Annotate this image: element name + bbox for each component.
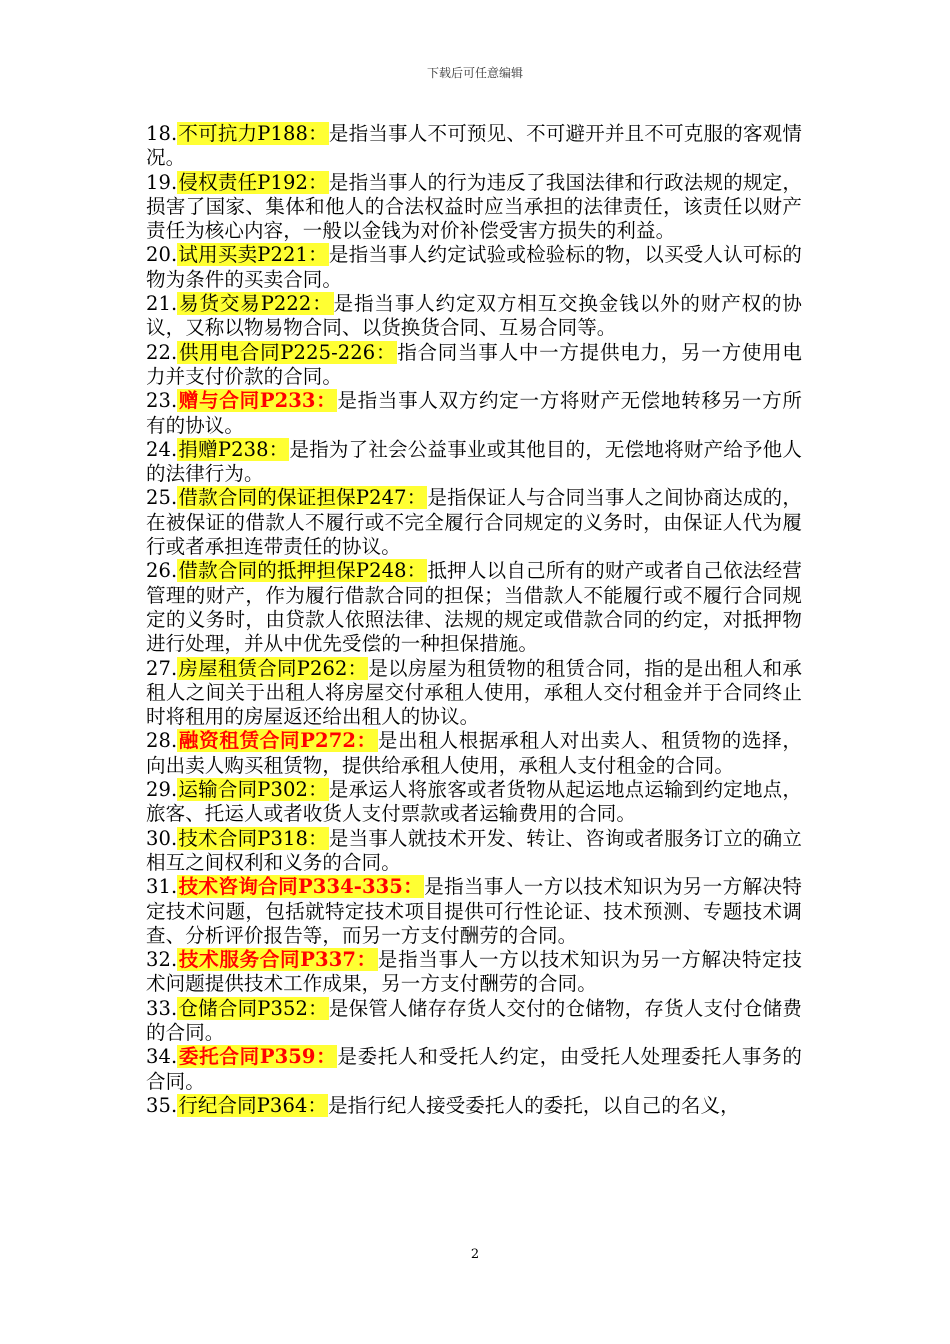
entry-number: 31. (146, 875, 178, 899)
definition-entry (146, 1094, 802, 1118)
definition-entry (146, 997, 802, 1046)
definition-entry (146, 438, 802, 487)
term-definition: 指合同当事人中一方提供电力，另一方使用电力并支付价款的合同。 (146, 340, 802, 388)
term-definition: 是保管人储存存货人交付的仓储物，存货人支付仓储费的合同。 (146, 996, 802, 1044)
entry-number: 26. (146, 559, 178, 583)
entry-number: 29. (146, 778, 178, 802)
highlighted-term: 捐赠P238： (178, 437, 289, 461)
definition-entry (146, 729, 802, 778)
definition-entry (146, 171, 802, 244)
highlighted-term: 委托合同P359： (178, 1045, 337, 1069)
definition-entry (146, 243, 802, 292)
entry-number: 21. (146, 292, 178, 316)
highlighted-term: 供用电合同P225-226： (178, 340, 397, 364)
term-definition: 是指当事人约定双方相互交换金钱以外的财产权的协议，又称以物易物合同、以货换货合同、互易合同等。 (146, 292, 802, 340)
entry-number: 27. (146, 656, 178, 680)
definition-entry (146, 1045, 802, 1094)
term-definition: 是指当事人一方以技术知识为另一方解决特定技术问题，包括就特定技术项目提供可行性论证、技术预测、专题技术调查、分析评价报告等，而另一方支付酬劳的合同。 (146, 875, 802, 947)
term-definition: 是出租人根据承租人对出卖人、租赁物的选择，向出卖人购买租赁物，提供给承租人使用，承租人支付租金的合同。 (146, 729, 802, 777)
entry-number: 19. (146, 170, 178, 194)
entry-number: 20. (146, 243, 178, 267)
highlighted-term: 试用买卖P221： (178, 243, 328, 267)
highlighted-term: 融资租赁合同P272： (178, 729, 377, 753)
term-definition: 是指当事人约定试验或检验标的物，以买受人认可标的物为条件的买卖合同。 (146, 243, 802, 291)
definition-entry (146, 341, 802, 390)
highlighted-term: 不可抗力P188： (178, 122, 328, 145)
highlighted-term: 行纪合同P364： (178, 1093, 328, 1117)
definition-entry (146, 292, 802, 341)
entry-number: 23. (146, 389, 178, 413)
term-definition: 是指当事人的行为违反了我国法律和行政法规的规定，损害了国家、集体和他人的合法权益时应当承担的法律责任，该责任以财产责任为核心内容，一般以金钱为对价补偿受害方损失的利益。 (146, 170, 802, 243)
entry-number: 25. (146, 486, 178, 510)
highlighted-term: 技术服务合同P337： (178, 948, 377, 972)
entry-number: 28. (146, 729, 178, 753)
definition-entry (146, 559, 802, 656)
entry-number: 35. (146, 1093, 178, 1117)
highlighted-term: 仓储合同P352： (178, 996, 328, 1020)
entry-number: 24. (146, 437, 178, 461)
definition-entry (146, 389, 802, 438)
term-definition: 是承运人将旅客或者货物从起运地点运输到约定地点，旅客、托运人或者收货人支付票款或者运输费用的合同。 (146, 778, 802, 826)
term-definition: 抵押人以自己所有的财产或者自己依法经营管理的财产，作为履行借款合同的担保；当借款人不能履行或不履行合同规定的义务时，由贷款人依照法律、法规的规定或借款合同的约定，对抵押物进行处理，并从中优先受偿的一种担保措施。 (146, 559, 802, 656)
highlighted-term: 易货交易P222： (178, 292, 333, 316)
definition-entry (146, 948, 802, 997)
definition-entry (146, 122, 802, 171)
term-definition: 是指当事人双方约定一方将财产无偿地转移另一方所有的协议。 (146, 389, 802, 437)
term-definition: 是以房屋为租赁物的租赁合同，指的是出租人和承租人之间关于出租人将房屋交付承租人使用，承租人交付租金并于合同终止时将租用的房屋返还给出租人的协议。 (146, 656, 802, 729)
entry-number: 34. (146, 1045, 178, 1069)
entry-number: 22. (146, 340, 178, 364)
document-body (146, 122, 802, 1118)
highlighted-term: 房屋租赁合同P262： (178, 656, 368, 680)
highlighted-term: 运输合同P302： (178, 778, 328, 802)
term-definition: 是指行纪人接受委托人的委托，以自己的名义， (328, 1093, 740, 1117)
highlighted-term: 技术咨询合同P334-335： (178, 875, 424, 899)
term-definition: 是指保证人与合同当事人之间协商达成的，在被保证的借款人不履行或不完全履行合同规定的义务时，由保证人代为履行或者承担连带责任的协议。 (146, 486, 802, 559)
definition-entry (146, 827, 802, 876)
highlighted-term: 赠与合同P233： (178, 389, 337, 413)
highlighted-term: 借款合同的抵押担保P248： (178, 559, 427, 583)
definition-entry (146, 657, 802, 730)
page-header: 下载后可任意编辑 (426, 66, 523, 80)
highlighted-term: 借款合同的保证担保P247： (178, 486, 427, 510)
entry-number: 30. (146, 826, 178, 850)
term-definition: 是指当事人不可预见、不可避开并且不可克服的客观情况。 (146, 122, 802, 170)
highlighted-term: 侵权责任P192： (178, 170, 328, 194)
entry-number: 33. (146, 996, 178, 1020)
entry-number: 32. (146, 948, 178, 972)
entry-number: 18. (146, 122, 178, 145)
term-definition: 是委托人和受托人约定，由受托人处理委托人事务的合同。 (146, 1045, 802, 1093)
highlighted-term: 技术合同P318： (178, 826, 328, 850)
page-number: 2 (470, 1247, 480, 1262)
term-definition: 是当事人就技术开发、转让、咨询或者服务订立的确立相互之间权利和义务的合同。 (146, 826, 802, 874)
definition-entry (146, 875, 802, 948)
definition-entry (146, 778, 802, 827)
term-definition: 是指为了社会公益事业或其他目的，无偿地将财产给予他人的法律行为。 (146, 437, 802, 486)
definition-entry (146, 486, 802, 559)
term-definition: 是指当事人一方以技术知识为另一方解决特定技术问题提供技术工作成果，另一方支付酬劳的合同。 (146, 948, 802, 996)
